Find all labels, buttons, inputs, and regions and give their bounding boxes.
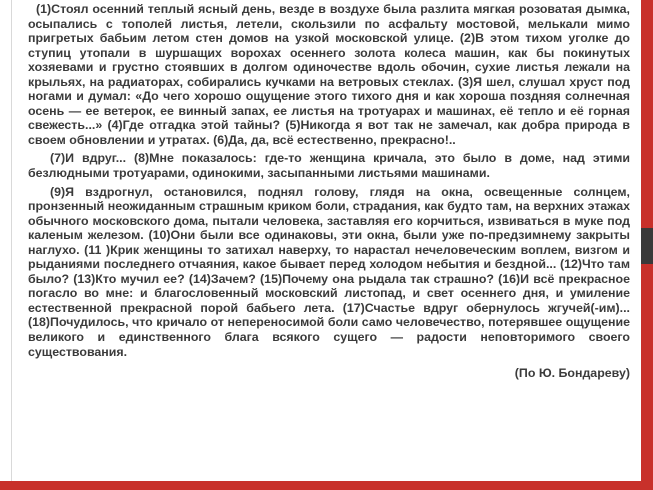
paragraph-1: (1)Стоял осенний теплый ясный день, везде в воздухе была разлита мягкая розоватая дымка, осыпались с тополей листья, летели, скользили по асфальту мостовой, мелькали мимо пригретых бабьим летом стен домов на узкой московской улице. (2)В этом тихом уголке до ступиц утопали в шуршащих ворохах осеннего золота колеса машин, как бы покинутых хозяевами и грустно стоявших в долгом одиночестве вдоль обочин, сухие листья лежали на крыльях, на радиаторах, собирались кучками на ветровых стеклах. (3)Я шел, слушал хруст под ногами и думал: «До чего хорошо ощущение этого тихого дня и как хороша поздняя солнечная осень — ее ветерок, ее винный запах, ее листья на тротуарах и машинах, её тепло и её горная свежесть...» (4)Где отгадка этой тайны? (5)Никогда я вот так не замечал, как добра природа в своем обновлении и утратах. (6)Да, да, всё естественно, прекрасно!..: [28, 2, 630, 147]
paragraph-3: (9)Я вздрогнул, остановился, поднял голову, глядя на окна, освещенные солнцем, пронзенный неожиданным страшным криком боли, страдания, как будто там, на верхних этажах обычного московского дома, пытали человека, заставляя его корчиться, извиваться в муке под каленым железом. (10)Они были все одинаковы, эти окна, были уже по-предзимнему закрыты наглухо. (11 )Крик женщины то затихал наверху, то нарастал нечеловеческим воплем, визгом и рыданиями последнего отчаяния, какое бывает перед холодом небытия и бездной... (12)Что там было? (13)Кто мучил ее? (14)Зачем? (15)Почему она рыдала так страшно? (16)И всё прекрасное погасло во мне: и благословенный московский листопад, и свет осеннего дня, и умиление естественной прекрасной порой бабьего лета. (17)Счастье вдруг обернулось жгучей(-им)... (18)Почудилось, что кричало от непереносимой боли само человечество, потерявшее ощущение великого и единственного блага всякого сущего — радости неповторимого своего существования.: [28, 184, 630, 359]
text-body: [28, 2, 630, 381]
bottom-accent-bar: [0, 481, 653, 490]
author-attribution: (По Ю. Бондареву): [514, 366, 630, 381]
paragraph-2: (7)И вдруг... (8)Мне показалось: где-то женщина кричала, это было в доме, над этими безлюдными тротуарами, одинокими, засыпанными листьями машинами.: [28, 151, 630, 181]
right-accent-tab: [641, 228, 653, 264]
left-margin-bar: [0, 0, 12, 490]
